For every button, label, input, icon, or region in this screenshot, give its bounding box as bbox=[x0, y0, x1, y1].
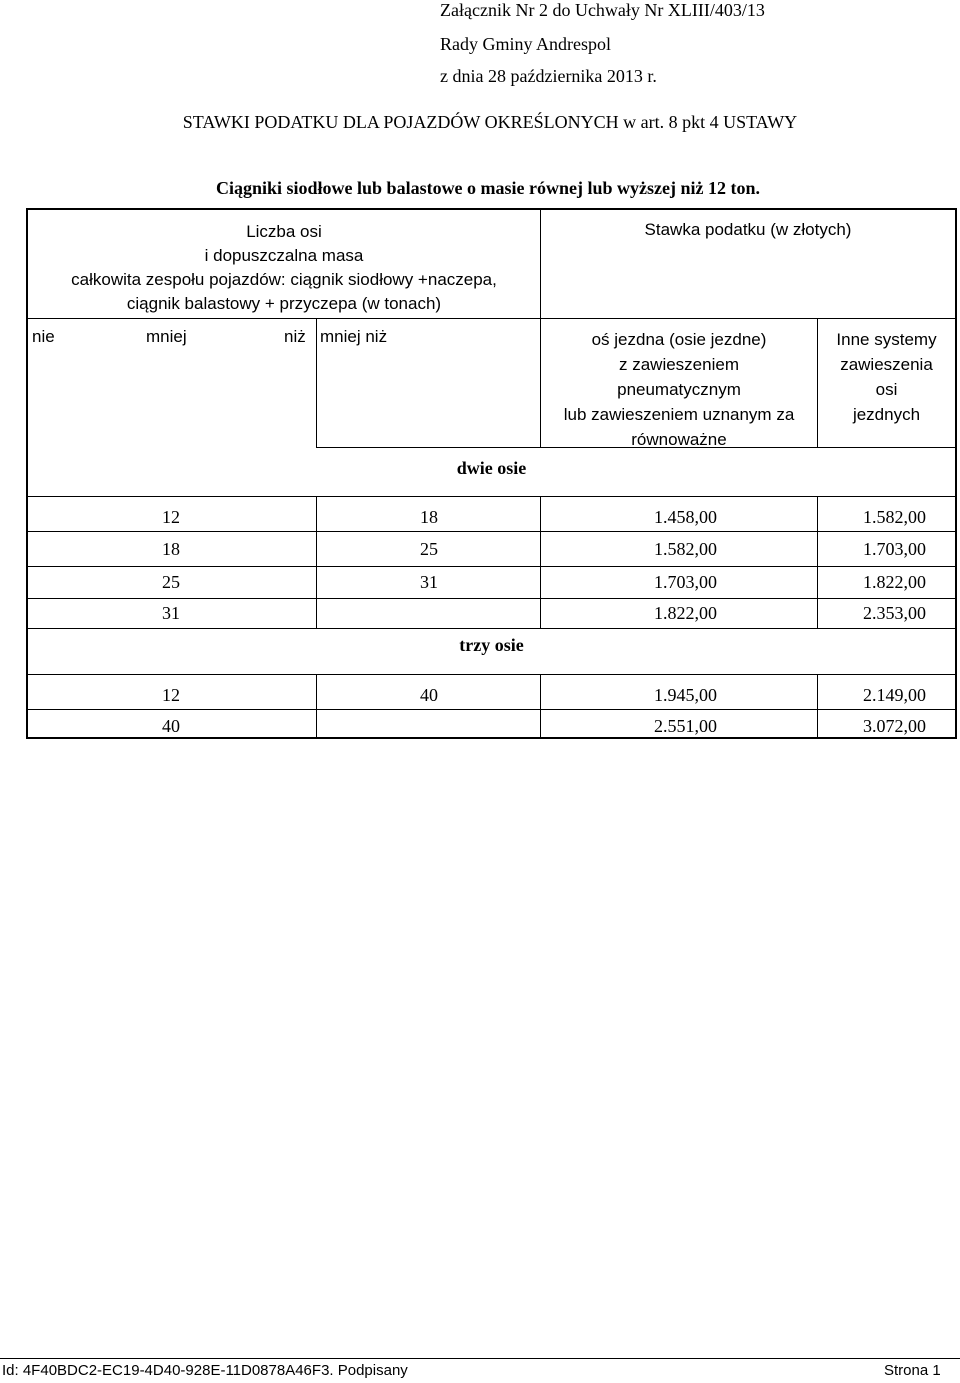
section-three-axles: trzy osie bbox=[459, 635, 524, 655]
cell-from: 12 bbox=[162, 507, 180, 527]
cell-other: 2.149,00 bbox=[863, 685, 926, 705]
cell-from: 12 bbox=[162, 685, 180, 705]
cell-from: 40 bbox=[162, 716, 180, 736]
col-pneumatic-line: równoważne bbox=[631, 430, 727, 449]
col-other-suspension bbox=[818, 327, 955, 427]
cell-other: 1.822,00 bbox=[863, 572, 926, 592]
col-less-than: mniej niż bbox=[320, 327, 388, 346]
section-two-axles: dwie osie bbox=[456, 458, 527, 478]
col-pneumatic-line: pneumatycznym bbox=[617, 380, 741, 399]
cell-other: 3.072,00 bbox=[863, 716, 926, 736]
cell-to: 18 bbox=[420, 507, 438, 527]
col-pneumatic-line: lub zawieszeniem uznanym za bbox=[563, 405, 795, 424]
document-title: STAWKI PODATKU DLA POJAZDÓW OKREŚLONYCH w art. 8 pkt 4 USTAWY bbox=[182, 112, 798, 132]
cell-pneumatic: 2.551,00 bbox=[654, 716, 717, 736]
cell-to: 25 bbox=[420, 539, 438, 559]
col-other-line: zawieszenia bbox=[840, 355, 933, 374]
cell-pneumatic: 1.582,00 bbox=[654, 539, 717, 559]
cell-other: 1.703,00 bbox=[863, 539, 926, 559]
cell-pneumatic: 1.822,00 bbox=[654, 603, 717, 623]
col-not-less-b: mniej bbox=[146, 327, 187, 346]
col-pneumatic-suspension bbox=[541, 327, 817, 452]
col-pneumatic-line: z zawieszeniem bbox=[619, 355, 739, 374]
col-other-line: osi bbox=[875, 380, 898, 399]
head-left-line: ciągnik balastowy + przyczepa (w tonach) bbox=[126, 294, 442, 313]
cell-other: 1.582,00 bbox=[863, 507, 926, 527]
council-line: Rady Gminy Andrespol bbox=[440, 34, 611, 54]
annex-line: Załącznik Nr 2 do Uchwały Nr XLIII/403/13 bbox=[440, 0, 765, 20]
cell-pneumatic: 1.458,00 bbox=[654, 507, 717, 527]
col-other-line: Inne systemy bbox=[836, 330, 937, 349]
document-subtitle: Ciągniki siodłowe lub balastowe o masie równej lub wyższej niż 12 ton. bbox=[216, 178, 761, 198]
cell-to: 31 bbox=[420, 572, 438, 592]
col-not-less-c: niż bbox=[284, 327, 306, 346]
head-left-line: i dopuszczalna masa bbox=[204, 246, 364, 265]
col-pneumatic-line: oś jezdna (osie jezdne) bbox=[591, 330, 767, 349]
date-line: z dnia 28 października 2013 r. bbox=[440, 66, 657, 86]
cell-pneumatic: 1.945,00 bbox=[654, 685, 717, 705]
page-number: Strona 1 bbox=[884, 1362, 941, 1379]
col-other-line: jezdnych bbox=[852, 405, 921, 424]
cell-other: 2.353,00 bbox=[863, 603, 926, 623]
head-left-line: całkowita zespołu pojazdów: ciągnik siodłowy +naczepa, bbox=[71, 270, 497, 289]
cell-from: 31 bbox=[162, 603, 180, 623]
head-axles-mass bbox=[28, 220, 540, 316]
document-id: Id: 4F40BDC2-EC19-4D40-928E-11D0878A46F3. Podpisany bbox=[2, 1362, 408, 1379]
cell-from: 18 bbox=[162, 539, 180, 559]
col-not-less-a: nie bbox=[32, 327, 55, 346]
cell-to: 40 bbox=[420, 685, 438, 705]
cell-pneumatic: 1.703,00 bbox=[654, 572, 717, 592]
head-left-line: Liczba osi bbox=[246, 222, 322, 241]
head-tax-rate: Stawka podatku (w złotych) bbox=[644, 220, 852, 239]
cell-from: 25 bbox=[162, 572, 180, 592]
